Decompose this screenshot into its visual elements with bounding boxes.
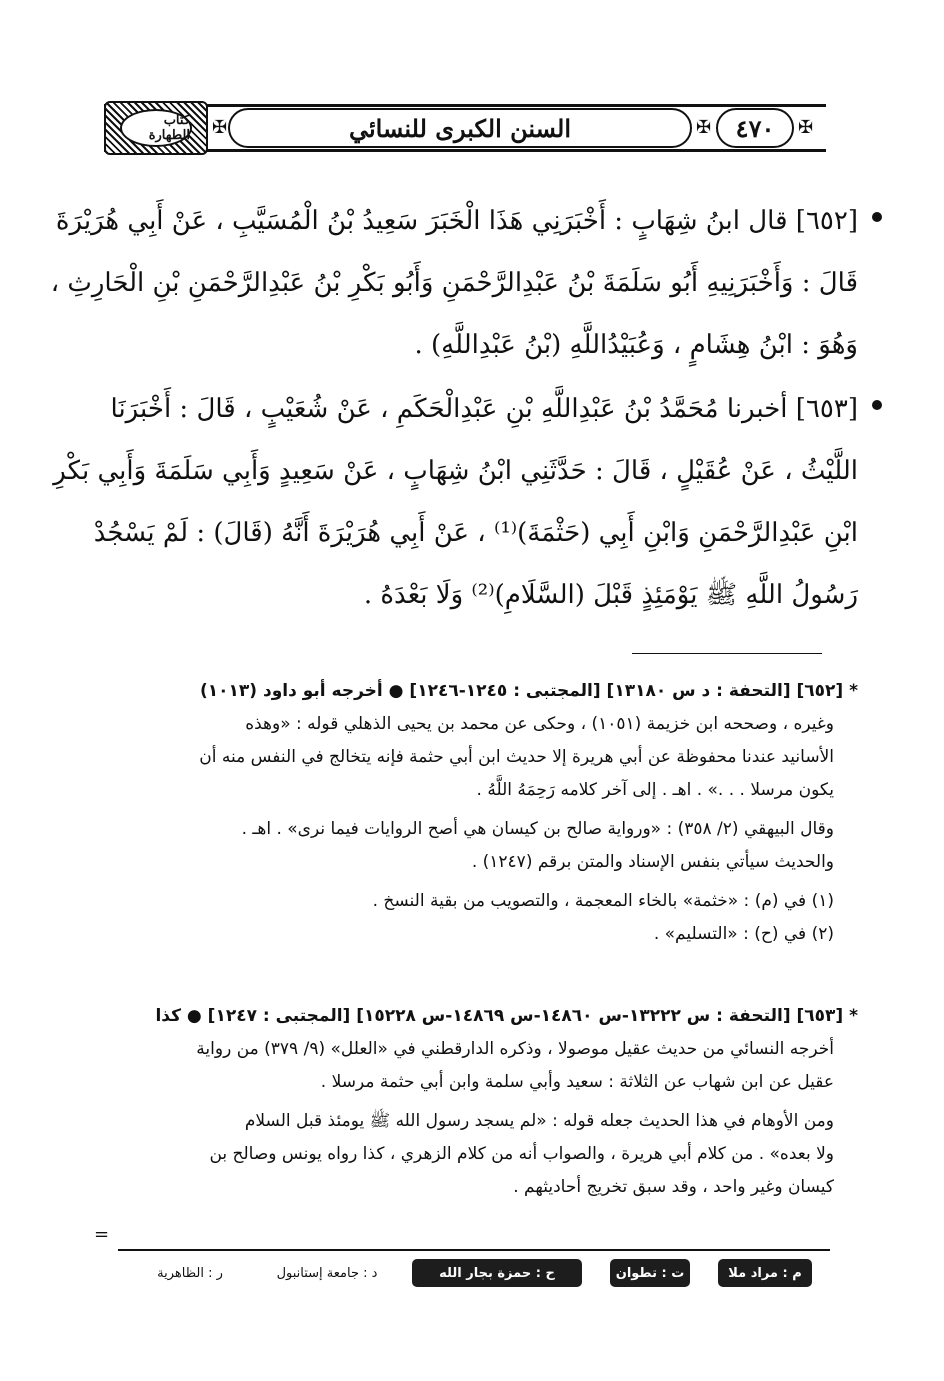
book-emblem [104,101,208,155]
margin-mark: = [94,1224,110,1245]
hadith-652 [50,190,858,376]
manuscript-key-ha: ح : حمزة بجار الله [412,1259,582,1287]
manuscript-key-rule [118,1249,830,1251]
hadith-line: اللَّيْثُ ، عَنْ عُقَيْلٍ ، قَالَ : حَدَّثَنِي ابْنُ شِهَابٍ ، عَنْ سَعِيدٍ وَأَبِي سَلَمَةَ وَأَبِي بَكْرِ [53,456,858,486]
footnote-line: وقال البيهقي (٢/ ٣٥٨) : «ورواية صالح بن كيسان هي أصح الروايات فيما نرى» . اهـ . [241,819,834,839]
footnote-separator [632,653,822,654]
ornament-icon: ✠ [696,117,712,138]
bullet-icon [872,212,882,222]
bullet-icon [872,400,882,410]
book-title: السنن الكبرى للنسائي [348,113,572,143]
ornament-icon: ✠ [798,117,814,138]
hadith-line: قَالَ : وَأَخْبَرَنِيهِ أَبُو سَلَمَةَ بْنُ عَبْدِالرَّحْمَنِ وَأَبُو بَكْرِ بْنُ عَبْدِالرَّحْمَنِ بْنِ الْحَارِثِ ، [50,268,858,298]
page-header [104,97,826,159]
hadith-line: ابْنِ عَبْدِالرَّحْمَنِ وَابْنِ أَبِي (حَثْمَةَ)⁽¹⁾ ، عَنْ أَبِي هُرَيْرَةَ أَنَّهُ (قَالَ) : لَمْ يَسْجُدْ [93,518,858,548]
footnote-line: (٢) في (ح) : «التسليم» . [653,924,834,944]
footnote-line: أخرجه النسائي من حديث عقيل موصولا ، وذكره الدارقطني في «العلل» (٩/ ٣٧٩) من رواية [196,1039,834,1059]
footnote-line: ومن الأوهام في هذا الحديث جعله قوله : «لم يسجد رسول الله ﷺ يومئذ قبل السلام [244,1111,834,1131]
hadith-653 [53,378,858,626]
ornament-icon: ✠ [212,117,228,138]
hadith-line: وَهُوَ : ابْنُ هِشَامٍ ، وَعُبَيْدُاللَّهِ (بْنُ عَبْدِاللَّهِ) . [414,330,858,360]
footnote-653 [118,1000,858,1204]
hadith-line: [٦٥٢] قال ابنُ شِهَابٍ : أَخْبَرَنِي هَذَا الْخَبَرَ سَعِيدُ بْنُ الْمُسَيَّبِ ، عَنْ أَبِي هُرَيْرَةَ [55,206,858,236]
footnote-line: * [٦٥٣] [التحفة : س ١٣٢٢٢-س ١٤٨٦٠-س ١٤٨٦٩-س ١٥٢٢٨] [المجتبى : ١٢٤٧] ● كذا [155,1006,858,1026]
footnote-line: عقيل عن ابن شهاب عن الثلاثة : سعيد وأبي سلمة وابن أبي حثمة مرسلا . [320,1072,834,1092]
manuscript-key-ra: ر : الظاهرية [157,1265,223,1281]
footnote-line: الأسانيد عندنا محفوظة عن أبي هريرة إلا حديث ابن أبي حثمة فإنه يتخالج في النفس منه أن [199,747,834,767]
footnote-line: * [٦٥٢] [التحفة : د س ١٣١٨٠] [المجتبى : ١٢٤٥-١٢٤٦] ● أخرجه أبو داود (١٠١٣) [200,681,858,701]
manuscript-key-dal: د : جامعة إستانبول [276,1265,378,1281]
book-title-banner [228,108,692,148]
footnote-line: ولا بعده» . من كلام أبي هريرة ، والصواب أنه من كلام الزهري ، كذا رواه يونس وصالح بن [209,1144,834,1164]
manuscript-key-mim: م : مراد ملا [718,1259,812,1287]
hadith-line: رَسُولُ اللَّهِ ﷺ يَوْمَئِذٍ قَبْلَ (السَّلَامِ)⁽²⁾ وَلَا بَعْدَهُ . [363,580,858,610]
page-number: ٤٧٠ [716,108,794,148]
footnote-line: والحديث سيأتي بنفس الإسناد والمتن برقم (١٢٤٧) . [471,852,834,872]
footnote-line: وغيره ، وصححه ابن خزيمة (١٠٥١) ، وحكى عن محمد بن يحيى الذهلي قوله : «وهذه [245,714,834,734]
footnote-line: (١) في (م) : «خثمة» بالخاء المعجمة ، والتصويب من بقية النسخ . [372,891,834,911]
footnote-652 [118,675,858,951]
footnote-line: كيسان وغير واحد ، وقد سبق تخريج أحاديثهم . [513,1177,834,1197]
emblem-text: كتاب الطهارة [120,109,192,147]
hadith-line: [٦٥٣] أخبرنا مُحَمَّدُ بْنُ عَبْدِاللَّهِ بْنِ عَبْدِالْحَكَمِ ، عَنْ شُعَيْبٍ ، قَالَ : أَخْبَرَنَا [110,394,858,424]
manuscript-key-ta: ت : تطوان [610,1259,690,1287]
footnote-line: يكون مرسلا . . .» . اهـ . إلى آخر كلامه رَحِمَهُ اللَّهُ . [476,780,834,800]
